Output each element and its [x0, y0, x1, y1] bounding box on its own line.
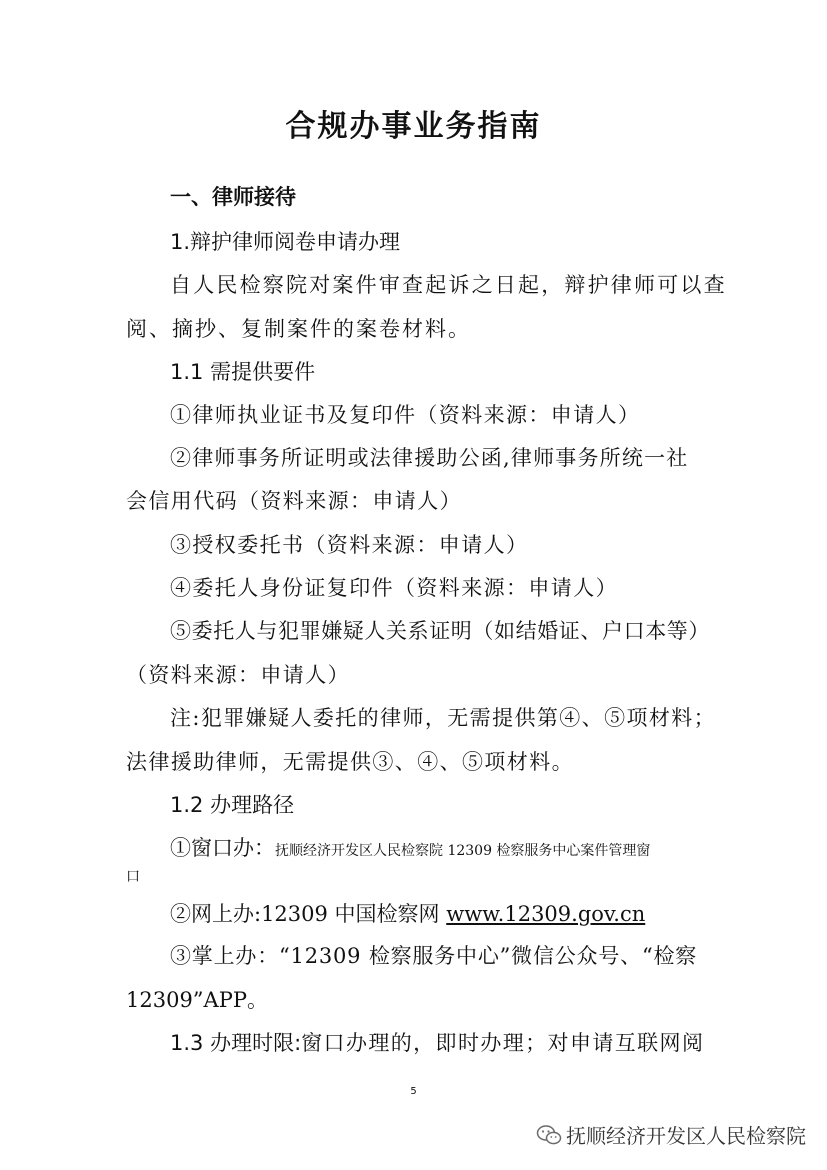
path-item-online	[170, 904, 645, 925]
path-text: 抚顺经济开发区人民检察院 12309 检察服务中心案件管理窗	[275, 843, 651, 859]
time-limit-text: 窗口办理的，即时办理；对申请互联网阅	[301, 1031, 705, 1055]
page-title: 合规办事业务指南	[285, 109, 542, 144]
note-line: 法律援助律师，无需提供③、④、⑤项材料。	[126, 750, 574, 774]
wechat-icon	[536, 1124, 562, 1151]
paragraph-line: 自人民检察院对案件审查起诉之日起，辩护律师可以查	[170, 273, 727, 297]
requirement-item: ①律师执业证书及复印件（资料来源：申请人）	[170, 403, 641, 427]
section-heading-lawyer-reception: 一、律师接待	[170, 185, 296, 209]
requirement-item: ⑤委托人与犯罪嫌疑人关系证明（如结婚证、户口本等）	[170, 619, 710, 643]
path-label: ②网上办:12309 中国检察网	[170, 902, 447, 926]
time-limit-label: 1.3 办理时限:	[170, 1031, 302, 1055]
path-label: ①窗口办：	[170, 836, 275, 860]
heading-required-documents: 1.1 需提供要件	[170, 360, 316, 384]
requirement-item: ③授权委托书（资料来源：申请人）	[170, 533, 529, 557]
path-item-window	[170, 838, 650, 859]
watermark-text: 抚顺经济开发区人民检察院	[566, 1124, 806, 1148]
wechat-watermark	[536, 1120, 806, 1151]
heading-processing-path: 1.2 办理路径	[170, 793, 295, 817]
website-link[interactable]: www.12309.gov.cn	[446, 902, 646, 926]
path-item-mobile: ③掌上办：“12309 检察服务中心”微信公众号、“检察	[170, 944, 698, 968]
subsection-title-file-review: 1.辩护律师阅卷申请办理	[170, 230, 401, 254]
path-text-continued: 口	[126, 869, 140, 885]
requirement-item-continued: （资料来源：申请人）	[126, 663, 350, 687]
paragraph-line: 阅、摘抄、复制案件的案卷材料。	[126, 317, 471, 341]
note-line: 注:犯罪嫌疑人委托的律师，无需提供第④、⑤项材料；	[170, 706, 717, 730]
requirement-item: ②律师事务所证明或法律援助公函,律师事务所统一社	[170, 446, 689, 470]
path-item-mobile-continued: 12309”APP。	[126, 988, 268, 1012]
time-limit-line	[170, 1033, 704, 1054]
page-number: 5	[410, 1086, 417, 1097]
requirement-item-continued: 会信用代码（资料来源：申请人）	[126, 489, 462, 513]
requirement-item: ④委托人身份证复印件（资料来源：申请人）	[170, 576, 618, 600]
